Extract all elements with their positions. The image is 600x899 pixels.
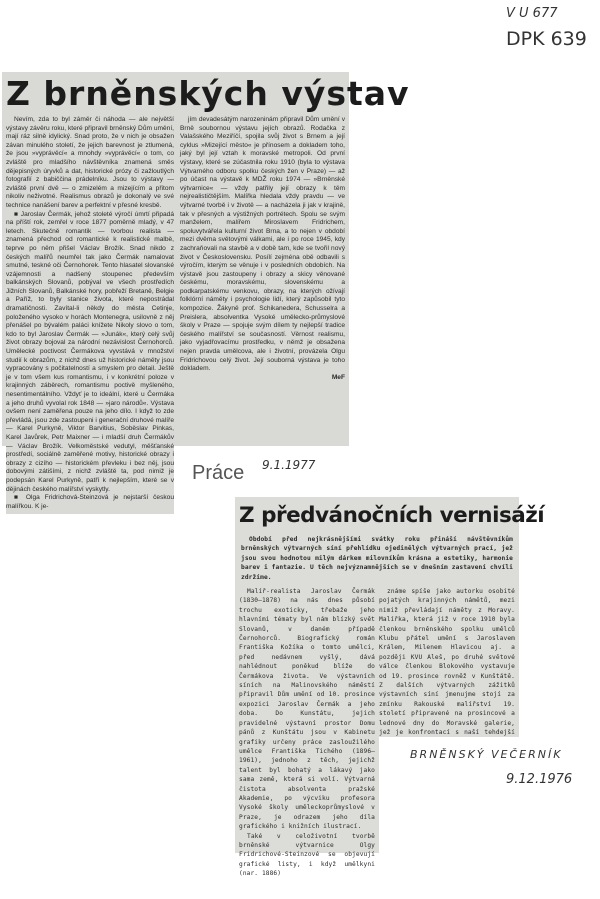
article-paragraph: Nevím, zda to byl záměr či náhoda — ale největší výstavy závěru roku, které připravil brněnský Dům umění, mají ráz silně idylický. Snad proto, že v nich je obsažen závan minulého století, že jejich barevnost je ztlumená, že jsou »vyprávěcí« a mnohdy »vyprávěcí« o tom, co zvláště pro mladšího návštěvníka znamená směs dějepisných úryvků a dat, historické prózy či zažloutlých fotografií z babiččina prádelníku. Jsou to výstavy — zvláště první dvě — o zmizelém a mizejícím a přitom nikoliv neživotné. Realismus obrazů je dokonalý ve své technice nanášení barev a perfektní v přesné kresbě. [6, 116, 174, 209]
source-date-brnensky-vecernik: 9.12.1976 [506, 772, 573, 787]
clipping1-column-right [180, 116, 345, 385]
lead-paragraph: Období před nejkrásnějšími svátky roku přináší návštěvníkům brněnských výtvarných síní přehlídku ojedinělých výtvarných prací, jež jsou svou hodnotou milým dárkem milovníkům krásna a estetiky, harmonie barev i fantazie. U těch nejvýznamnějších se v dnešním zastavení chvíli zdržíme. [241, 536, 513, 581]
archive-mark-line2: DPK 639 [506, 28, 587, 50]
article-paragraph: Malíř-realista Jaroslav Čermák (1830—1878) na nás dnes působí trochu exoticky, třebaže jeho hlavními tématy byl nám blízký svět Slovanů, v daném případě Černohorců. Biografický román Františka Kožíka o tomto umělci, před nedávnem vyšlý, dává nahlédnout poněkud blíže do Čermákova života. Ve výstavních síních na Malinovského náměstí připravil Dům umění od 10. prosince expozici Jaroslav Čermák a jeho doba. Do Kunstátu, jejich pravidelné výstavní prostor Domu pánů z Kunštátu jsou v Kabinetu grafiky určeny práce zasloužilého umělce Františka Tichého (1896—1961), jednoho z těch, jejichž talent byl bohatý a lákavý jako sama země, která si volí. Výtvarná čistota absolventa pražské Akademie, po výcviku profesora Vysoké školy uměleckoprůmyslové v Praze, je odrazem jeho díla grafického i knižních ilustrací. [239, 588, 375, 831]
article-paragraph: ■ Jaroslav Čermák, jehož stoleté výročí úmrtí připadá na příští rok, zemřel v roce 1877 poměrně mladý, v 47 letech. Skutečně romantik — tvorbou realista — znamená přechod od romantické k realistické malbě, teprve po něm přišel Václav Brožík. Snad nikdo z českých malířů neumřel tak jako Čermák namalovat smutné, teskné oči Černohorek. Tento hlasatel slovanské vzájemnosti a nadšený stoupenec především balkánských Slovanů, pobýval ve všech prostředích Jižních Slovanů, Balkánské hory, pobřeží Bretaně, Belgie a Paříž, to byly stanice života, které nepostrádal dramatičnosti. Zavítal-li někdy do města Cetinje, položeného vysoko v horách Montenegra, usilovně z něj přenášel po bývalém paláci knížete Nikoly slovo o tom, kdo to byl Jaroslav Čermák — »Junák«, který celý svůj život obrazy bojoval za národní nezávislost Černohorců. Umělecké poctivost Čermákova vyvstává v množství studií k obrazům, z nichž dnes už historické náměty jsou vypracovány s počitatelností a smyslem pro detail. Ještě je v tom všem kus romantismu, i v konkrétní poloze v krajinných záběrech, romantismu poctivě myšleného, nesentimentálního. Vždyť je to ideální, které u Čermáka a jeho druhů vyvolal rok 1848 — »jaro národů«. Výstava ovšem není zaměřena pouze na jeho dílo. I když to zde převládá, jsou zde zastoupeni i generační druhové malíře — Karel Purkyně, Viktor Barvitius, Soběslav Pinkas, Karel Javůrek, Petr Maixner — i mladší druh Čermákův — Václav Brožík. Velkoměstské vedutyl, měšťanské prostředí, sociálně zaměřené motivy, historické obrazy i obrazy z cizího — historickém převleku i bez něj, jsou dobovými zátišími, z nichž zvláště ta, pod nimiž je podepsán Karel Purkyně, patří k nejlepším, které se v dějinách českého malířství vyskytly. [6, 210, 174, 493]
source-date-prace: 9.1.1977 [262, 458, 316, 472]
clipping2-headline: Z předvánočních vernisáží [239, 503, 545, 528]
article-paragraph: Také v celoživotní tvorbě brněnské výtvarnice Olgy Fridrichové-Steinzové se objevují grafické listy, i když umělkyni (nar. 1886) [239, 832, 375, 878]
clipping1-column-left [6, 116, 174, 514]
author-signature: MeF [331, 373, 345, 381]
clipping1-headline: Z brněnských výstav [6, 74, 410, 113]
clipping2-column-right [379, 587, 515, 735]
article-paragraph: jím devadesátým narozeninám připravil Dům umění v Brně soubornou výstavu jejích obrazů. Rodačka z Valašského Meziříčí, spojila svůj život s Brnem a její cyklus »Mizející město« je přínosem a dokladem toho, jaký byl její vztah k moravské metropoli. Od první výstavy, které se zúčastnila roku 1910 (byla to výstava Výtvarného odboru spolku českých žen v Praze) — až po účast na výstavě k MDŽ roku 1974 — »Brněnské výtvarnice« — vždy patřily její obrazy k těm nejrealističtějším. Malířka hledala vždy pravdu — ve výtvarné tvorbě i v životě — a nacházela ji jak v krajině, tak v přesných a výstižných portrétech. Spolu se svým manželem, malířem Miroslavem Fridrichem, spoluvytvářela kulturní život Brna, a to nejen v období mezi dvěma světovými válkami, ale i po roce 1945, kdy zachraňovali na stavbě a v době tam, kde se tvořil nový život v Československu. Posílí zejména obě odbavili s výročím, kterým se věnuje i v posledních obdobích. Na výstavě jsou zastoupeny i obrazy a skicy věnované českému, moravskému, slovenskému a podkarpatskému venkovu, obrazy, na kterých ožívají folklórní náměty i psychologie lidí, který zapůsobil tyto kompozice. Žákyně prof. Schikanedera, Schusselra a Preislera, absolventka Vysoké umělecko-průmyslové školy v Praze — spojuje svým dílem ty nejlepší tradice českého malířství se současností. Věrnost realismu, jako vyjadřovacímu prostředku, v němž je obsažena nejen pravda umělcova, ale i životní, provázela Olgu Fridrichovou celý život. Její souborná výstava je toho dokladem. [180, 116, 345, 373]
archive-mark-line1: V U 677 [506, 6, 558, 21]
source-label-prace: Práce [192, 462, 245, 484]
article-paragraph: ■ Olga Fridrichová-Steinzová je nejstarší českou malířkou. K je- [6, 494, 174, 510]
source-label-brnensky-vecernik: BRNĚNSKÝ VEČERNÍK [410, 748, 563, 761]
clipping2-lead [241, 535, 513, 583]
article-paragraph: známe spíše jako autorku osobité pojatých krajinných námětů, mezi nimiž převládají náměty z Moravy. Malířka, která již v roce 1910 byla členkou brněnského spolku umělců Klubu přátel umění s Jaroslavem Králem, Milenem Hlavicou aj. a později KVU Aleš, po druhé světové válce členkou Blokového vystavuje od 19. prosince rovněž v Kunštátě. Z dalších výtvarných zážitků výstavních síní jmenujme stojí za zmínku Rakouské malířství 19. století připravené na prosincové a lednové dny do Moravské galerie, jež je konfrontací s naší tehdejší [379, 588, 515, 737]
clipping2-column-left [239, 587, 375, 878]
